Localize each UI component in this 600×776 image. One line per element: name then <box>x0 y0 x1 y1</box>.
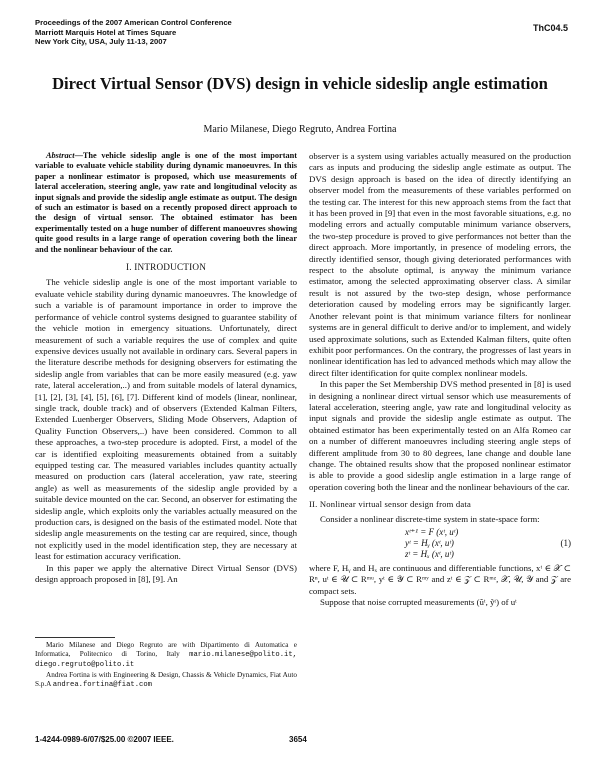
right-paragraph-1: observer is a system using variables actually measured on the production cars as inputs and producing the sideslip angle estimate as output. The DVS design approach is based on the idea of directly identifying an observer model from the measurements of these variables performed on the testing car. The interest for this new approach stems from the fact that it has been proved in [9] that even in the most favorable situations, e.g. no modeling errors and actually computable minimum variance observers, the two-step procedure is proved to give performances not better than the direct approach. More importantly, in presence of modeling errors, the directly identified sensor, though giving deteriorated performances with respect to the absolute optimal, is anyway the minimum variance estimator, among the selected approximating observer class. A similar result is not assured by the two-step design, whose performance deterioration caused by modeling errors may be significantly larger. Another relevant point is that minimum variance filters for nonlinear systems are in general difficult to derive and/or to implement, and widely used approximate solutions, such as Extended Kalman filters, quite often exhibit poor performances. On the contrary, the progresses of last years in nonlinear identification has led to advanced methods which may allow the direct filter identification for quite complex nonlinear models. <box>309 151 571 378</box>
page-number: 3654 <box>289 735 307 744</box>
paper-code: ThC04.5 <box>532 23 568 33</box>
left-column <box>35 151 297 585</box>
abstract-label: Abstract <box>46 151 75 160</box>
section-heading-nonlinear: II. Nonlinear virtual sensor design from data <box>309 499 471 510</box>
email-milanese[interactable]: mario.milanese@polito.it, <box>189 651 297 659</box>
abstract <box>35 151 297 255</box>
right-paragraph-3: Consider a nonlinear discrete-time system in state-space form: <box>320 513 540 524</box>
section-heading-introduction: I. INTRODUCTION <box>125 262 207 273</box>
right-paragraph-2: In this paper the Set Membership DVS method presented in [8] is used in designing a nonlinear direct virtual sensor which use measurements of lateral acceleration, steering angle, yaw rate and longitudinal velocity as input signals and provide the sideslip angle estimate as output. The obtained estimator has been experimentally tested on an Alfa Romeo car on a number of different manoeuvres including steering angle steps of different amplitude from 30 to 80 degrees, lane change and double lane change. The obtained results show that the proposed nonlinear estimator is able to provide a good sideslip angle estimation in a large range of operation covering both the linear and the nonlinear behaviours of the car. <box>309 379 571 492</box>
footnote-rule <box>35 637 115 638</box>
header-line-2: Marriott Marquis Hotel at Times Square <box>35 27 177 37</box>
footer-isbn: 1-4244-0989-6/07/$25.00 ©2007 IEEE. <box>35 735 174 744</box>
abstract-text: —The vehicle sideslip angle is one of the most important variable to evaluate vehicle stability during dynamic manoeuvres. In this paper a nonlinear estimator is proposed, which use measurements of lateral acceleration, steering angle, yaw rate and longitudinal velocity as input signals and provide the sideslip angle estimate as output. The design of such an estimator is based on a recently proposed direct approach to the design of virtual sensor. The obtained estimator has been experimentally tested on a huge number of different manoeuvres showing quite good results in a large range of operation covering both the linear and the nonlinear behaviour of the car. <box>35 151 297 254</box>
footnote-affiliation-1 <box>35 641 297 670</box>
paper-title: Direct Virtual Sensor (DVS) design in vehicle sideslip angle estimation <box>52 74 548 93</box>
header-line-1: Proceedings of the 2007 American Control Conference <box>35 18 232 27</box>
right-paragraph-4: where F, Hᵧ and Hₓ are continuous and differentiable functions, xᵗ ∈ 𝒳 ⊂ Rⁿ, uᵗ ∈ 𝒰 ⊂ Rᵐᵘ, yᵗ ∈ 𝒴 ⊂ Rᵐʸ and zᵗ ∈ 𝒵 ⊂ Rᵐᶻ, 𝒳, 𝒰, 𝒴 and 𝒵 are compact sets. <box>309 563 571 596</box>
authors: Mario Milanese, Diego Regruto, Andrea Fortina <box>203 124 397 135</box>
equation-1 <box>309 527 571 561</box>
right-paragraph-5: Suppose that noise corrupted measurements (ũᵗ, ỹᵗ) of uᵗ <box>320 597 517 608</box>
footnote-affiliation-1-text: Mario Milanese and Diego Regruto are with Dipartimento di Automatica e Informatica, Politecnico di Torino, Italy <box>35 641 297 658</box>
footnote <box>35 641 297 691</box>
header-line-3: New York City, USA, July 11-13, 2007 <box>35 37 167 47</box>
intro-paragraph-2: In this paper we apply the alternative Direct Virtual Sensor (DVS) design approach proposed in [8], [9]. An <box>35 562 297 585</box>
equation-line-2: yᵗ = Hᵧ (xᵗ, uᵗ) <box>405 538 454 548</box>
equation-number: (1) <box>560 538 571 548</box>
right-column <box>309 151 571 609</box>
footnote-affiliation-2 <box>35 671 297 690</box>
email-fortina[interactable]: andrea.fortina@fiat.com <box>52 681 152 689</box>
email-regruto[interactable]: diego.regruto@polito.it <box>35 661 135 669</box>
proceedings-header <box>35 18 232 47</box>
equation-line-1: xᵗ⁺¹ = F (xᵗ, uᵗ) <box>405 527 459 537</box>
equation-line-3: zᵗ = Hₓ (xᵗ, uᵗ) <box>405 549 454 559</box>
footnote-affiliation-2-text: Andrea Fortina is with Engineering & Design, Chassis & Vehicle Dynamics, Fiat Auto S.p.A <box>35 671 297 688</box>
intro-paragraph-1: The vehicle sideslip angle is one of the most important variable to evaluate vehicle stability during dynamic manoeuvres. The knowledge of such a variable is of paramount importance in order to improve the performance of vehicle control systems designed to guarantee stability of the vehicle motion in emergency situations. Unfortunately, direct measurement of such a variable requires the use of complex and quite expensive devices usually not available in ordinary cars. Several papers in the literature describe methods for designing observers for estimating the sideslip angle from variables that can be more easily measured (e.g. yaw rate, lateral acceleration,..) and from suitable models of lateral dynamics, [1], [2], [3], [4], [5], [6], [7]. Different kind of models (linear, nonlinear, single track, double track) and of observers (Extended Kalman Filters, Extended Luenberger Observers, Sliding Mode Observers, Adaption of Quality Function Observers,..) have been considered. Common to all these approaches, a two-step procedure is adopted. First, a model of the car is identified exploiting measurements obtained from a suitably equipped testing car. The measured variables includes quantity actually measured on production cars (lateral acceleration, yaw rate, steering angle) as well as measurements of the sideslip angle provided by a suitable device mounted on the car. Second, an observer for estimating the sideslip angle, which exploits only the variables actually measured on the production cars, is designed on the basis of the estimated model. Note that sideslip angle measurements on the testing car are required, since, though not explicitly used in the model identification step, they are necessary at least for estimation accuracy verification. <box>35 277 297 562</box>
